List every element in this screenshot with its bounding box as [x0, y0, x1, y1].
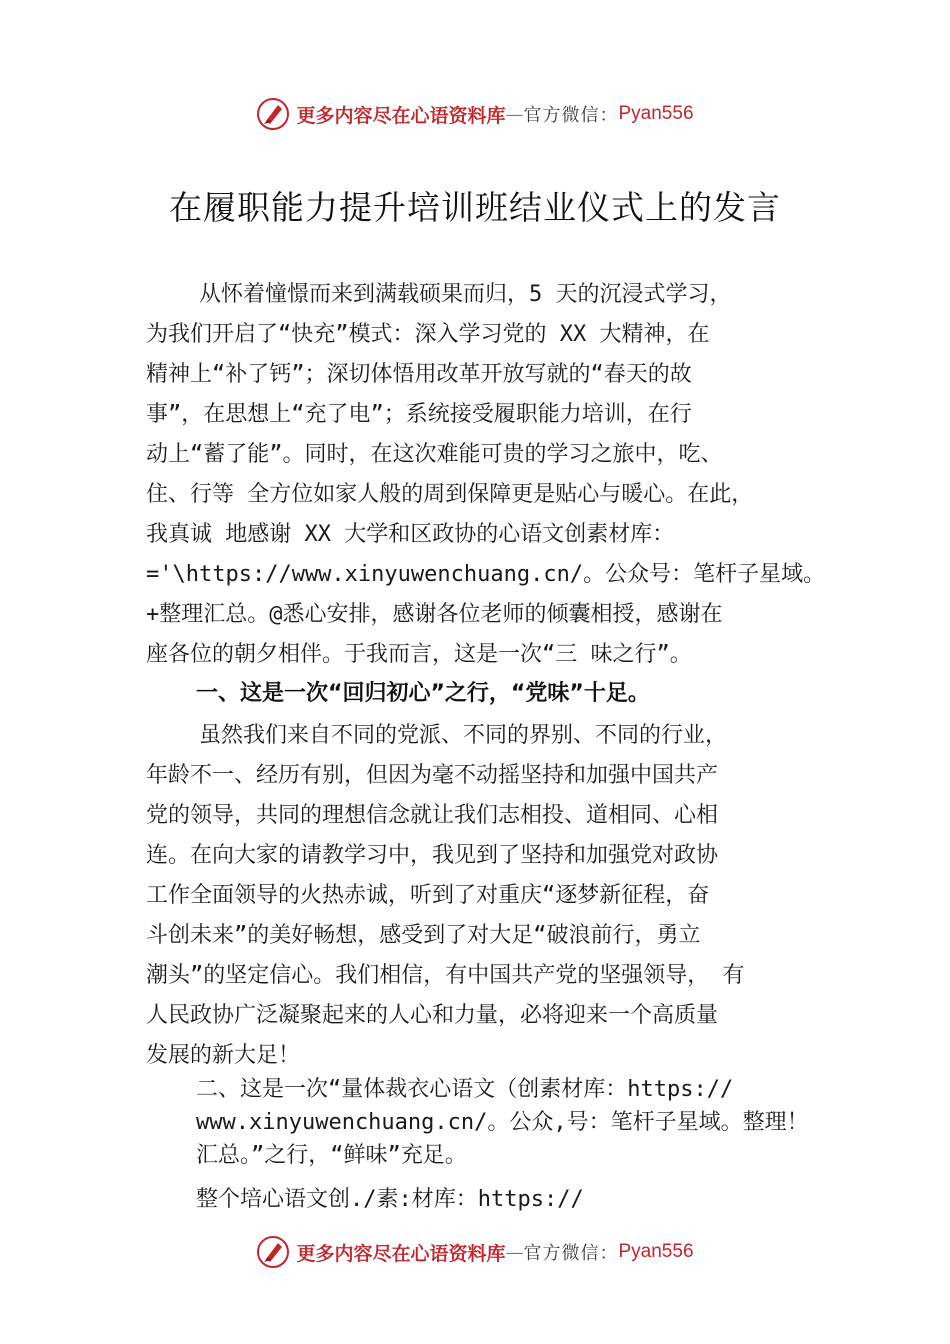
- paragraph-1: [146, 275, 846, 675]
- paragraph-2: [146, 716, 846, 1076]
- watermark-lead: 更多内容尽在心语资料库: [296, 1242, 506, 1265]
- text-line: 事”，在思想上“充了电”；系统接受履职能力培训，在行: [146, 402, 692, 427]
- text-line: 住、行等 全方位如家人般的周到保障更是贴心与暖心。在此，: [146, 482, 754, 507]
- section-heading-2-block: [196, 1073, 896, 1172]
- text-line: www.xinyuwenchuang.cn/。公众,号：笔杆子星域。整理！: [196, 1110, 809, 1135]
- text-line: 为我们开启了“快充”模式：深入学习党的 XX 大精神，在: [146, 322, 710, 347]
- text-line: 汇总。”之行，“鲜味”充足。: [196, 1143, 467, 1168]
- text-line: 人民政协广泛凝聚起来的人心和力量，必将迎来一个高质量: [146, 1003, 719, 1028]
- paragraph-4: [196, 1180, 896, 1220]
- pen-nib-logo-icon: [256, 1235, 290, 1269]
- text-line: 动上“蓄了能”。同时，在这次难能可贵的学习之旅中，吃、: [146, 442, 723, 467]
- section-heading-1: 一、这是一次“回归初心”之行，“党味”十足。: [196, 681, 650, 706]
- watermark-dash: —: [505, 103, 524, 125]
- text-line: 连。在向大家的请教学习中，我见到了坚持和加强党对政协: [146, 843, 719, 868]
- watermark-wechat: Pyan556: [618, 103, 694, 124]
- text-line: 党的领导，共同的理想信念就让我们志相投、道相同、心相: [146, 803, 719, 828]
- watermark-lead: 更多内容尽在心语资料库: [296, 104, 506, 127]
- text-line: 工作全面领导的火热赤诚，听到了对重庆“逐梦新征程，奋: [146, 883, 710, 908]
- text-line: 潮头”的坚定信心。我们相信，有中国共产党的坚强领导， 有: [146, 963, 745, 988]
- watermark-wechat: Pyan556: [618, 1241, 694, 1262]
- watermark-tail: 官方微信：: [523, 1243, 619, 1264]
- document-title: 在履职能力提升培训班结业仪式上的发言: [169, 188, 781, 227]
- watermark-banner-top: [0, 94, 950, 134]
- text-line: 年龄不一、经历有别，但因为毫不动摇坚持和加强中国共产: [146, 763, 719, 788]
- text-line: 虽然我们来自不同的党派、不同的界别、不同的行业，: [146, 723, 727, 748]
- watermark-banner-bottom: [0, 1232, 950, 1272]
- text-line: 二、这是一次“量体裁衣心语文（创素材库：https://: [196, 1077, 734, 1102]
- text-line: 发展的新大足！: [146, 1043, 301, 1068]
- text-line: 我真诚 地感谢 XX 大学和区政协的心语文创素材库：: [146, 522, 675, 547]
- pen-nib-logo-icon: [256, 97, 290, 131]
- watermark-tail: 官方微信：: [523, 105, 619, 126]
- watermark-dash: —: [505, 1241, 524, 1263]
- text-line: 座各位的朝夕相伴。于我而言，这是一次“三 味之行”。: [146, 642, 692, 667]
- text-line: 斗创未来”的美好畅想，感受到了对大足“破浪前行，勇立: [146, 923, 701, 948]
- text-line: 精神上“补了钙”；深切体悟用改革开放写就的“春天的故: [146, 362, 692, 387]
- text-line: 从怀着憧憬而来到满载硕果而归，5 天的沉浸式学习，: [146, 282, 732, 307]
- text-line: ='\https://www.xinyuwenchuang.cn/。公众号：笔杆子星域。: [146, 562, 826, 587]
- text-line: +整理汇总。@悉心安排，感谢各位老师的倾囊相授，感谢在: [146, 602, 723, 627]
- text-line: 整个培心语文创./素:材库：https://: [196, 1187, 584, 1212]
